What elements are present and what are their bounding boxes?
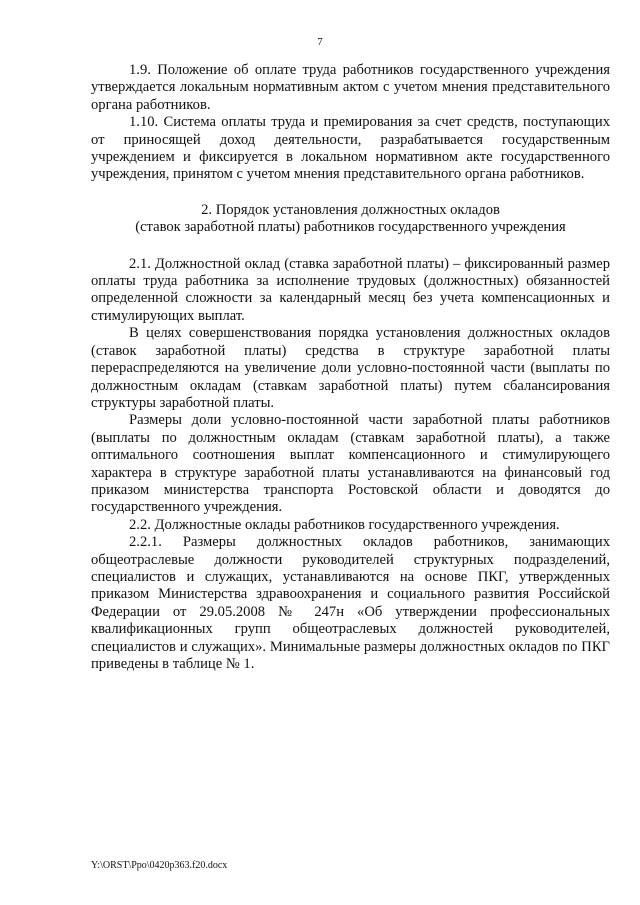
section-heading-line-2: (ставок заработной платы) работников государственного учреждения (135, 219, 566, 236)
section-heading (91, 202, 610, 237)
document-body (91, 62, 610, 673)
paragraph-2-1: 2.1. Должностной оклад (ставка заработной платы) – фиксированный размер оплаты труда работника за исполнение трудовых (должностных) обязанностей определенной сложности за календарный месяц без учета компенсационных и стимулирующих выплат. (91, 255, 610, 324)
paragraph-1-9: 1.9. Положение об оплате труда работников государственного учреждения утверждается локальным нормативным актом с учетом мнения представительного органа работников. (91, 62, 610, 113)
paragraph-salary-improvement: В целях совершенствования порядка установления должностных окладов (ставок заработной платы) средства в структуре заработной платы перераспределяются на увеличение доли условно-постоянной части (выплаты по должностным окладам (ставкам заработной платы) путем сбалансирования структуры заработной платы. (91, 325, 610, 411)
footer-file-path: Y:\ORST\Ppo\0420p363.f20.docx (91, 860, 228, 871)
paragraph-salary-share: Размеры доли условно-постоянной части заработной платы работников (выплаты по должностным окладам (ставкам заработной платы), а также оптимального соотношения выплат компенсационного и стимулирующего характера в структуре заработной платы устанавливаются на финансовый год приказом министерства транспорта Ростовской области и доводятся до государственного учреждения. (91, 412, 610, 516)
paragraph-2-2-1: 2.2.1. Размеры должностных окладов работников, занимающих общеотраслевые должности руководителей структурных подразделений, специалистов и служащих, устанавливаются на основе ПКГ, утвержденных приказом Министерства здравоохранения и социального развития Российской Федерации от 29.05.2008 № 247н «Об утверждении профессиональных квалификационных групп общеотраслевых должностей руководителей, специалистов и служащих». Минимальные размеры должностных окладов по ПКГ приведены в таблице № 1. (91, 534, 610, 672)
paragraph-1-10: 1.10. Система оплаты труда и премирования за счет средств, поступающих от приносящей доход деятельности, разрабатывается государственным учреждением и фиксируется в локальном нормативном акте государственного учреждения, принятом с учетом мнения представительного органа работников. (91, 114, 610, 183)
page-number: 7 (317, 36, 323, 48)
section-heading-line-1: 2. Порядок установления должностных окладов (201, 201, 500, 218)
paragraph-2-2: 2.2. Должностные оклады работников государственного учреждения. (129, 516, 560, 533)
